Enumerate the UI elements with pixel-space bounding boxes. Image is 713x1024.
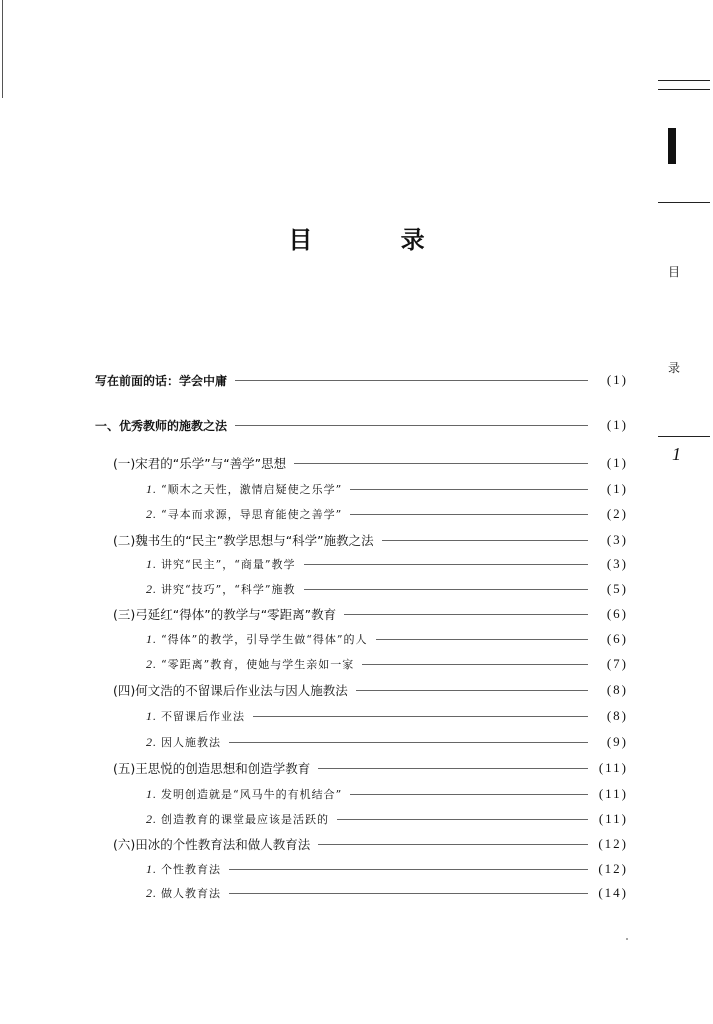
toc-entry-label — [146, 885, 229, 901]
side-rule-top-1 — [658, 80, 710, 81]
toc-subsection-row — [146, 504, 628, 524]
toc-leader-line — [344, 614, 588, 615]
toc-subsection-row — [146, 654, 628, 674]
toc-page-number: (9) — [606, 734, 628, 749]
toc-entry-text: (五)王思悦的创造思想和创造学教育 — [113, 761, 311, 776]
toc-page-number: (1) — [606, 372, 628, 387]
toc-entry-text: (二)魏书生的“民主”教学思想与“科学”施教之法 — [113, 533, 374, 548]
toc-page-number: (1) — [606, 417, 628, 432]
toc-page-number: (1) — [606, 481, 628, 496]
toc-subsection-row — [146, 859, 628, 879]
toc-entry-label — [146, 481, 350, 497]
toc-leader-line — [318, 768, 588, 769]
toc-subsection-row — [146, 883, 628, 903]
toc-leader-line — [229, 893, 588, 894]
toc-entry-label — [146, 861, 229, 877]
toc-page-number: (11) — [598, 786, 628, 801]
toc-section-row — [113, 680, 628, 700]
toc-page-number: (12) — [598, 861, 628, 876]
thumb-index-bar — [668, 128, 676, 164]
toc-entry-text: 因人施教法 — [161, 736, 221, 749]
toc-entry-label — [146, 786, 350, 802]
toc-entry-text: 一、优秀教师的施教之法 — [95, 418, 228, 433]
toc-leader-line — [350, 514, 588, 515]
scan-speck — [626, 938, 628, 940]
toc-entry-number: 1. — [146, 709, 161, 723]
toc-entry-text: “顺木之天性，激情启疑使之乐学” — [161, 483, 343, 496]
toc-entry-label — [146, 656, 362, 672]
toc-entry-label — [146, 631, 376, 647]
toc-entry-text: 做人教育法 — [161, 887, 221, 900]
toc-section-row — [113, 758, 628, 778]
toc-leader-line — [350, 489, 588, 490]
toc-leader-line — [235, 425, 588, 426]
toc-page-number: (7) — [606, 656, 628, 671]
toc-entry-label — [113, 531, 382, 549]
toc-entry-number: 1. — [146, 482, 161, 496]
side-rule-top-2 — [658, 89, 710, 90]
scan-edge-mark — [2, 0, 3, 98]
toc-entry-label — [113, 605, 344, 623]
toc-page-number: (8) — [606, 708, 628, 723]
toc-entry-text: 个性教育法 — [161, 863, 221, 876]
toc-entry-number: 1. — [146, 632, 161, 646]
toc-entry-text: “寻本而求源，导思育能使之善学” — [161, 508, 343, 521]
side-tab-char-mu: 目 — [668, 265, 681, 279]
toc-entry-label — [146, 506, 350, 522]
toc-leader-line — [318, 844, 588, 845]
toc-subsection-row — [146, 554, 628, 574]
toc-entry-label — [113, 835, 318, 853]
toc-leader-line — [362, 664, 588, 665]
toc-page-number: (11) — [598, 811, 628, 826]
toc-subsection-row — [146, 732, 628, 752]
toc-section-row — [113, 834, 628, 854]
toc-leader-line — [253, 716, 588, 717]
toc-entry-text: 写在前面的话：学会中庸 — [95, 373, 228, 388]
toc-section-row — [113, 453, 628, 473]
toc-entry-label — [95, 417, 235, 434]
toc-entry-number: 2. — [146, 812, 161, 826]
toc-page-number: (12) — [598, 836, 628, 851]
toc-leader-line — [376, 639, 589, 640]
toc-entry-text: (四)何文浩的不留课后作业法与因人施教法 — [113, 683, 348, 698]
toc-entry-label — [113, 759, 318, 777]
toc-leader-line — [356, 690, 588, 691]
page-number: 1 — [672, 444, 681, 464]
toc-subsection-row — [146, 706, 628, 726]
toc-leader-line — [229, 869, 588, 870]
toc-leader-line — [229, 742, 588, 743]
toc-entry-label — [95, 372, 235, 389]
toc-entry-label — [146, 556, 304, 572]
toc-subsection-row — [146, 809, 628, 829]
toc-entry-number: 2. — [146, 582, 161, 596]
toc-page-number: (6) — [606, 631, 628, 646]
toc-leader-line — [294, 463, 588, 464]
toc-page-number: (11) — [598, 760, 628, 775]
toc-entry-label — [113, 454, 294, 472]
toc-entry-number: 2. — [146, 657, 161, 671]
toc-entry-number: 1. — [146, 787, 161, 801]
side-tab-char-lu: 录 — [668, 361, 681, 375]
toc-page-number: (1) — [606, 455, 628, 470]
toc-leader-line — [304, 564, 589, 565]
toc-entry-text: “零距离”教育，使她与学生亲如一家 — [161, 658, 355, 671]
toc-subsection-row — [146, 784, 628, 804]
toc-entry-label — [146, 811, 337, 827]
toc-entry-text: (六)田冰的个性教育法和做人教育法 — [113, 837, 311, 852]
toc-page-number: (8) — [606, 682, 628, 697]
toc-leader-line — [304, 589, 589, 590]
toc-chapter-row — [95, 370, 628, 390]
toc-entry-text: (三)弓延红“得体”的教学与“零距离”教育 — [113, 607, 337, 622]
toc-section-row — [113, 530, 628, 550]
toc-entry-text: “得体”的教学，引导学生做“得体”的人 — [161, 633, 368, 646]
toc-leader-line — [337, 819, 588, 820]
toc-subsection-row — [146, 579, 628, 599]
side-rule-bottom — [658, 436, 710, 437]
toc-entry-label — [146, 708, 253, 724]
toc-entry-text: (一)宋君的“乐学”与“善学”思想 — [113, 456, 287, 471]
toc-entry-number: 2. — [146, 735, 161, 749]
toc-entry-text: 发明创造就是“风马牛的有机结合” — [161, 788, 343, 801]
side-rule-mid — [658, 202, 710, 203]
toc-entry-label — [146, 734, 229, 750]
toc-entry-number: 1. — [146, 557, 161, 571]
toc-page-number: (5) — [606, 581, 628, 596]
toc-subsection-row — [146, 629, 628, 649]
toc-page-number: (2) — [606, 506, 628, 521]
toc-page-number: (3) — [606, 532, 628, 547]
toc-page-number: (6) — [606, 606, 628, 621]
toc-chapter-row — [95, 415, 628, 435]
toc-entry-number: 2. — [146, 507, 161, 521]
toc-page-number: (3) — [606, 556, 628, 571]
toc-page-number: (14) — [598, 885, 628, 900]
toc-subsection-row — [146, 479, 628, 499]
toc-entry-label — [113, 681, 356, 699]
toc-entry-text: 讲究“民主”，“商量”教学 — [161, 558, 296, 571]
toc-section-row — [113, 604, 628, 624]
toc-leader-line — [235, 380, 588, 381]
toc-entry-text: 讲究“技巧”，“科学”施教 — [161, 583, 296, 596]
toc-leader-line — [382, 540, 588, 541]
toc-entry-text: 创造教育的课堂最应该是活跃的 — [161, 813, 329, 826]
toc-entry-number: 2. — [146, 886, 161, 900]
toc-entry-label — [146, 581, 304, 597]
toc-leader-line — [350, 794, 588, 795]
toc-entry-text: 不留课后作业法 — [161, 710, 245, 723]
page-title: 目 录 — [288, 226, 465, 254]
toc-entry-number: 1. — [146, 862, 161, 876]
